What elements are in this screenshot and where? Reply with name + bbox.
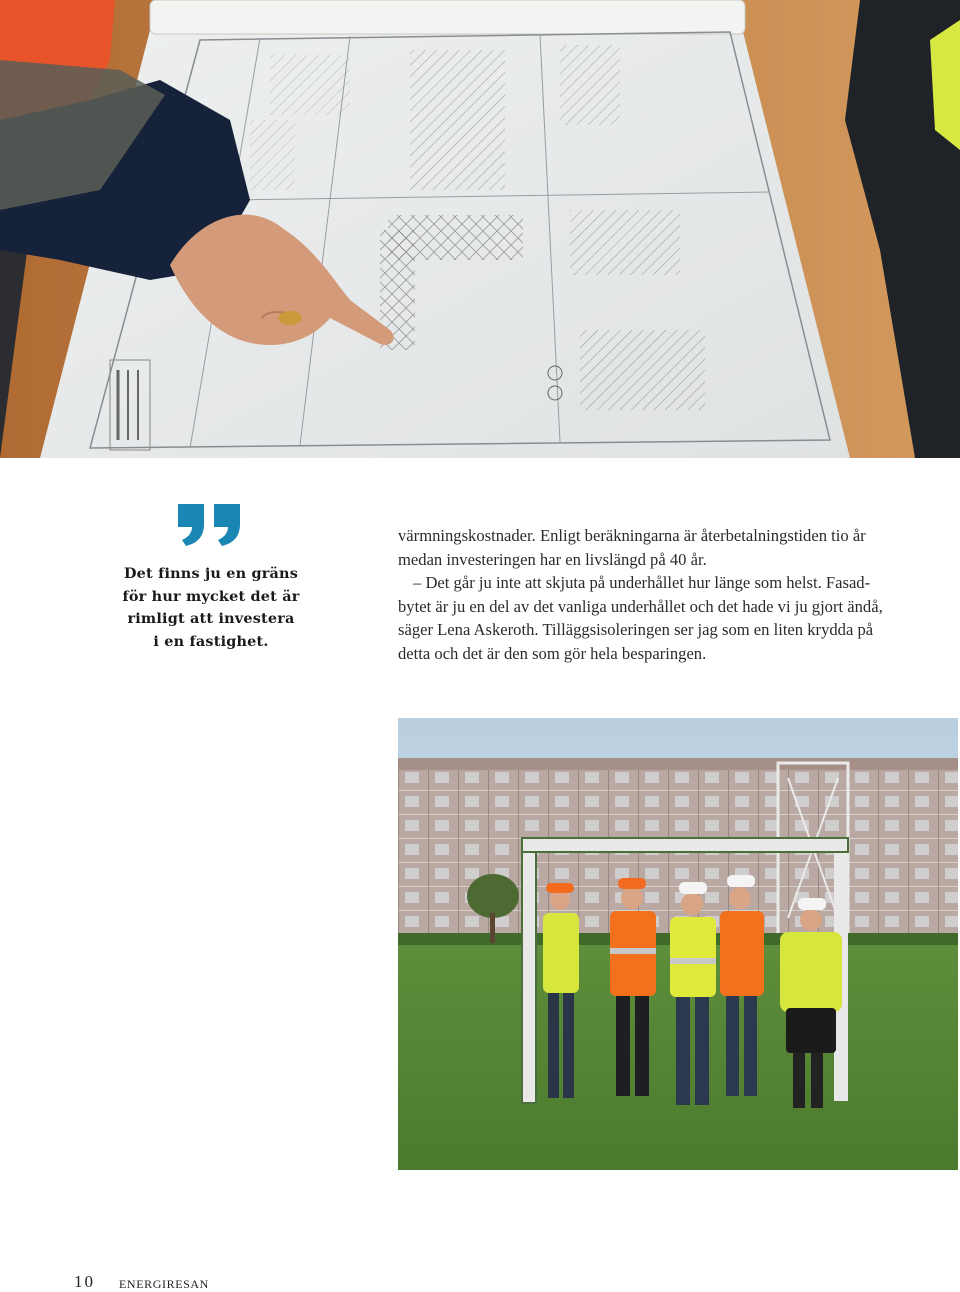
article-line: medan investeringen har en livslängd på 40 år. (398, 549, 707, 569)
article-line: detta och det är den som gör hela besparingen. (398, 643, 707, 663)
construction-team-photo (398, 718, 958, 1170)
pull-quote-line: i en fastighet. (153, 632, 269, 650)
pull-quote (100, 563, 322, 653)
pull-quote-line: Det finns ju en gräns (123, 565, 299, 582)
pull-quote-line: för hur mycket det är (122, 587, 300, 605)
quote-mark-icon (176, 500, 246, 550)
article-line: bytet är ju en del av det vanliga underhållet och det hade vi ju gjort ändå, (398, 596, 883, 616)
publication-name: ENERGIRESAN (119, 1277, 209, 1291)
article-line: säger Lena Askeroth. Tilläggsisoleringen ser jag som en liten krydda på (398, 620, 874, 639)
article-body (398, 524, 958, 665)
page-number: 10 (74, 1272, 95, 1291)
blueprint-photo (0, 0, 960, 458)
pull-quote-line: rimligt att investera (127, 610, 295, 628)
article-line: – Det går ju inte att skjuta på underhållet hur länge som helst. Fasad- (413, 573, 871, 592)
article-line: värmningskostnader. Enligt beräkningarna är återbetalningstiden tio år (398, 526, 866, 545)
